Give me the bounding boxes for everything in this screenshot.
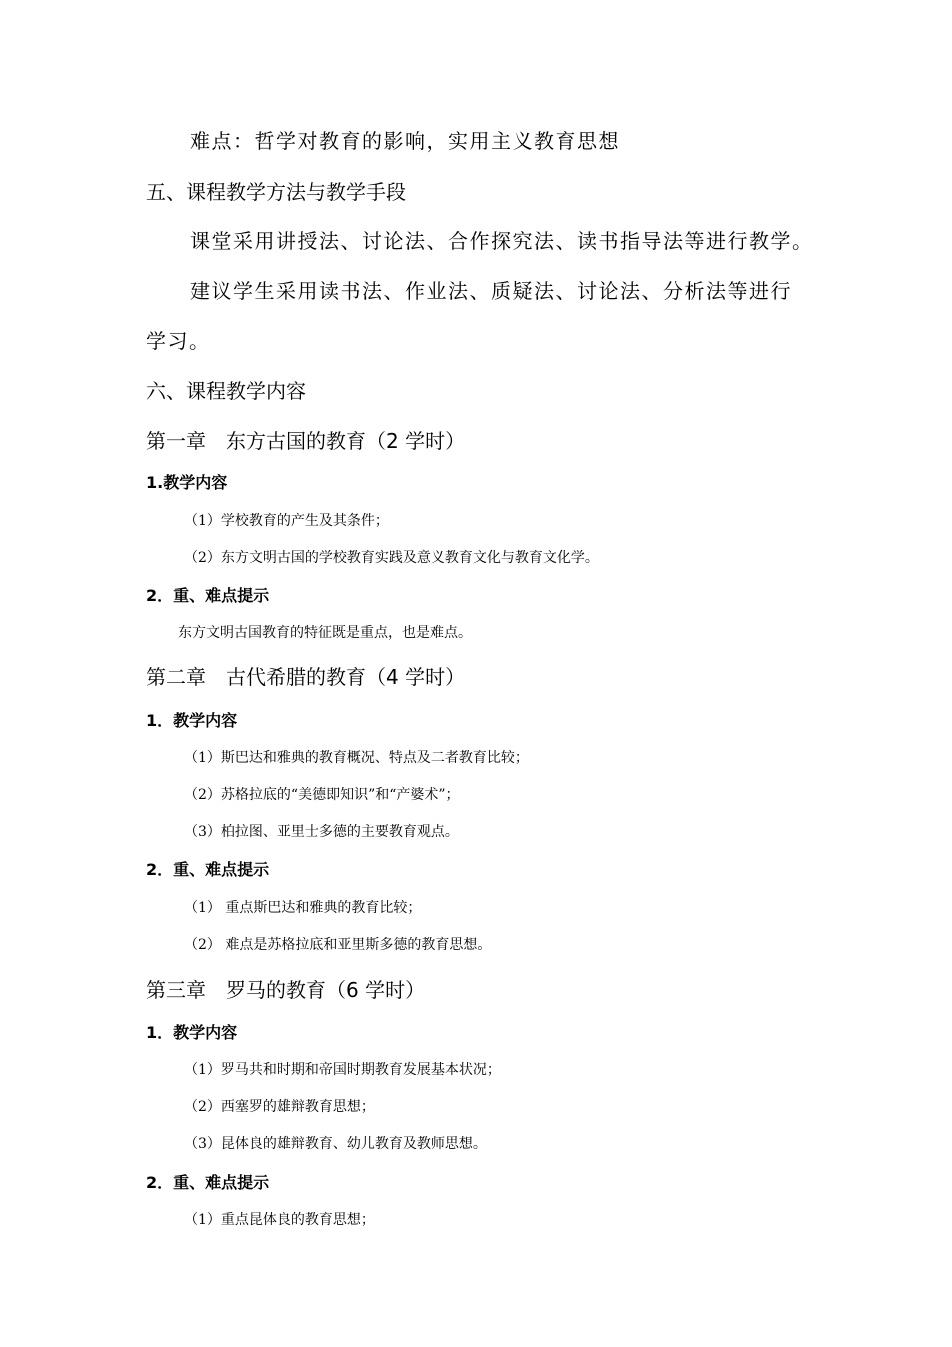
chapter-1-item-2: （2）东方文明古国的学校教育实践及意义教育文化与教育文化学。 — [184, 550, 599, 566]
chapter-1-content-heading: 1.教学内容 — [146, 473, 228, 492]
section-heading-5: 五、课程教学方法与教学手段 — [146, 180, 406, 204]
chapter-3-heading — [146, 980, 425, 1000]
chapter-2-title: 古代希腊的教育（4 学时） — [226, 665, 466, 689]
chapter-3-item-3: （3）昆体良的雄辩教育、幼儿教育及教师思想。 — [184, 1136, 487, 1152]
chapter-2-item-2: （2）苏格拉底的“美德即知识”和“产婆术”； — [184, 787, 460, 803]
chapter-2-content-heading: 1．教学内容 — [146, 711, 238, 730]
difficulty-line: 难点：哲学对教育的影响，实用主义教育思想 — [190, 129, 620, 153]
chapter-1-key-heading: 2．重、难点提示 — [146, 586, 270, 605]
chapter-1-title: 东方古国的教育（2 学时） — [226, 429, 466, 453]
chapter-1-item-1: （1）学校教育的产生及其条件； — [184, 513, 389, 529]
chapter-3-content-heading: 1．教学内容 — [146, 1023, 238, 1042]
chapter-2-item-1: （1）斯巴达和雅典的教育概况、特点及二者教育比较； — [184, 750, 529, 766]
chapter-3-item-1: （1）罗马共和时期和帝国时期教育发展基本状况； — [184, 1062, 501, 1078]
chapter-1-number: 第一章 — [146, 429, 206, 453]
chapter-3-item-2: （2）西塞罗的雄辩教育思想； — [184, 1099, 375, 1115]
section-heading-6: 六、课程教学内容 — [146, 379, 306, 403]
chapter-3-title: 罗马的教育（6 学时） — [226, 978, 426, 1002]
chapter-2-key-heading: 2．重、难点提示 — [146, 860, 270, 879]
section5-paragraph-2-line-2: 学习。 — [146, 329, 211, 353]
section5-paragraph-1: 课堂采用讲授法、讨论法、合作探究法、读书指导法等进行教学。 — [190, 229, 814, 253]
chapter-3-number: 第三章 — [146, 978, 206, 1002]
chapter-3-key-heading: 2．重、难点提示 — [146, 1173, 270, 1192]
chapter-2-key-item-2: （2） 难点是苏格拉底和亚里斯多德的教育思想。 — [184, 937, 492, 953]
chapter-1-heading — [146, 431, 465, 451]
chapter-2-heading — [146, 667, 465, 687]
chapter-3-key-item-1: （1）重点昆体良的教育思想； — [184, 1212, 375, 1228]
section5-paragraph-2-line-1: 建议学生采用读书法、作业法、质疑法、讨论法、分析法等进行 — [190, 279, 792, 303]
chapter-2-item-3: （3）柏拉图、亚里士多德的主要教育观点。 — [184, 824, 459, 840]
chapter-1-key-item-1: 东方文明古国教育的特征既是重点，也是难点。 — [178, 625, 472, 641]
chapter-2-key-item-1: （1） 重点斯巴达和雅典的教育比较； — [184, 900, 422, 916]
chapter-2-number: 第二章 — [146, 665, 206, 689]
